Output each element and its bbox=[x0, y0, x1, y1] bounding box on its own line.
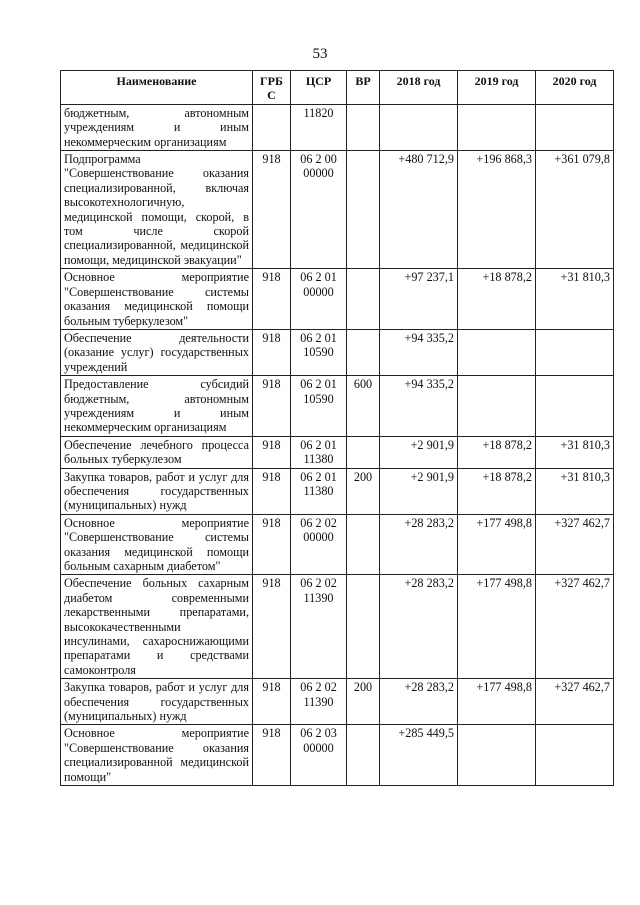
header-2018: 2018 год bbox=[380, 71, 458, 105]
cell-2018: +94 335,2 bbox=[380, 329, 458, 375]
table-row bbox=[61, 436, 614, 468]
cell-vr bbox=[347, 269, 380, 330]
cell-grbs: 918 bbox=[253, 329, 291, 375]
cell-2019 bbox=[458, 104, 536, 150]
cell-2019: +18 878,2 bbox=[458, 468, 536, 514]
cell-csr: 06 2 01 11380 bbox=[291, 468, 347, 514]
cell-2020: +327 462,7 bbox=[536, 514, 614, 575]
cell-2020: +31 810,3 bbox=[536, 436, 614, 468]
table-row bbox=[61, 468, 614, 514]
cell-2020 bbox=[536, 376, 614, 437]
cell-csr: 06 2 00 00000 bbox=[291, 151, 347, 269]
cell-2020: +361 079,8 bbox=[536, 151, 614, 269]
cell-grbs: 918 bbox=[253, 269, 291, 330]
cell-grbs: 918 bbox=[253, 725, 291, 786]
table-row bbox=[61, 725, 614, 786]
cell-2020: +327 462,7 bbox=[536, 575, 614, 679]
cell-csr: 06 2 02 11390 bbox=[291, 575, 347, 679]
cell-2019 bbox=[458, 329, 536, 375]
cell-vr bbox=[347, 514, 380, 575]
cell-2018: +97 237,1 bbox=[380, 269, 458, 330]
cell-name: Обеспечение деятельности (оказание услуг) государственных учреждений bbox=[61, 329, 253, 375]
cell-vr bbox=[347, 436, 380, 468]
cell-2018: +28 283,2 bbox=[380, 679, 458, 725]
table-row bbox=[61, 376, 614, 437]
cell-csr: 06 2 02 11390 bbox=[291, 679, 347, 725]
cell-grbs bbox=[253, 104, 291, 150]
cell-csr: 06 2 01 11380 bbox=[291, 436, 347, 468]
cell-2020 bbox=[536, 725, 614, 786]
header-grbs: ГРБ С bbox=[253, 71, 291, 105]
cell-2018: +28 283,2 bbox=[380, 575, 458, 679]
cell-grbs: 918 bbox=[253, 376, 291, 437]
cell-vr: 200 bbox=[347, 679, 380, 725]
cell-2019 bbox=[458, 376, 536, 437]
cell-2018: +28 283,2 bbox=[380, 514, 458, 575]
cell-2019: +177 498,8 bbox=[458, 514, 536, 575]
cell-2020 bbox=[536, 329, 614, 375]
cell-2018: +480 712,9 bbox=[380, 151, 458, 269]
cell-2018: +2 901,9 bbox=[380, 436, 458, 468]
cell-2019: +196 868,3 bbox=[458, 151, 536, 269]
table-header-row bbox=[61, 71, 614, 105]
cell-grbs: 918 bbox=[253, 514, 291, 575]
cell-2019 bbox=[458, 725, 536, 786]
cell-name: Основное мероприятие "Совершенствование оказания специализированной медицинской помощи" bbox=[61, 725, 253, 786]
cell-csr: 11820 bbox=[291, 104, 347, 150]
page-number: 53 bbox=[312, 46, 328, 62]
header-name: Наименование bbox=[61, 71, 253, 105]
cell-name: Обеспечение лечебного процесса больных туберкулезом bbox=[61, 436, 253, 468]
cell-vr bbox=[347, 104, 380, 150]
cell-2018: +285 449,5 bbox=[380, 725, 458, 786]
cell-2018: +2 901,9 bbox=[380, 468, 458, 514]
cell-name: Основное мероприятие "Совершенствование системы оказания медицинской помощи больным туберкулезом" bbox=[61, 269, 253, 330]
cell-grbs: 918 bbox=[253, 679, 291, 725]
header-2020: 2020 год bbox=[536, 71, 614, 105]
header-2019: 2019 год bbox=[458, 71, 536, 105]
cell-name: Закупка товаров, работ и услуг для обеспечения государственных (муниципальных) нужд bbox=[61, 679, 253, 725]
cell-2019: +177 498,8 bbox=[458, 575, 536, 679]
cell-2019: +18 878,2 bbox=[458, 269, 536, 330]
cell-csr: 06 2 03 00000 bbox=[291, 725, 347, 786]
cell-name: Подпрограмма "Совершенствование оказания специализированной, включая высокотехнологичную, медицинской помощи, скорой, в том числе скорой специализированной, медицинской помощи, медицинской эвакуации" bbox=[61, 151, 253, 269]
cell-vr bbox=[347, 329, 380, 375]
table-row bbox=[61, 269, 614, 330]
cell-name: Обеспечение больных сахарным диабетом современными лекарственными препаратами, высококачественными инсулинами, сахароснижающими препаратами и средствами самоконтроля bbox=[61, 575, 253, 679]
cell-csr: 06 2 02 00000 bbox=[291, 514, 347, 575]
cell-2020: +31 810,3 bbox=[536, 468, 614, 514]
table-row bbox=[61, 575, 614, 679]
table-row bbox=[61, 514, 614, 575]
cell-name: Закупка товаров, работ и услуг для обеспечения государственных (муниципальных) нужд bbox=[61, 468, 253, 514]
cell-vr bbox=[347, 725, 380, 786]
cell-2018 bbox=[380, 104, 458, 150]
cell-csr: 06 2 01 10590 bbox=[291, 329, 347, 375]
cell-2019: +18 878,2 bbox=[458, 436, 536, 468]
cell-2019: +177 498,8 bbox=[458, 679, 536, 725]
table-row bbox=[61, 329, 614, 375]
cell-grbs: 918 bbox=[253, 575, 291, 679]
cell-2020: +31 810,3 bbox=[536, 269, 614, 330]
cell-grbs: 918 bbox=[253, 151, 291, 269]
cell-name: бюджетным, автономным учреждениям и иным некоммерческим организациям bbox=[61, 104, 253, 150]
budget-table bbox=[60, 70, 614, 786]
cell-vr bbox=[347, 151, 380, 269]
cell-csr: 06 2 01 10590 bbox=[291, 376, 347, 437]
table-row bbox=[61, 151, 614, 269]
table-row bbox=[61, 104, 614, 150]
header-csr: ЦСР bbox=[291, 71, 347, 105]
cell-vr: 200 bbox=[347, 468, 380, 514]
cell-vr: 600 bbox=[347, 376, 380, 437]
header-vr: ВР bbox=[347, 71, 380, 105]
cell-name: Предоставление субсидий бюджетным, автономным учреждениям и иным некоммерческим организациям bbox=[61, 376, 253, 437]
cell-grbs: 918 bbox=[253, 468, 291, 514]
cell-name: Основное мероприятие "Совершенствование системы оказания медицинской помощи больным сахарным диабетом" bbox=[61, 514, 253, 575]
cell-2020: +327 462,7 bbox=[536, 679, 614, 725]
cell-vr bbox=[347, 575, 380, 679]
cell-csr: 06 2 01 00000 bbox=[291, 269, 347, 330]
cell-2020 bbox=[536, 104, 614, 150]
cell-grbs: 918 bbox=[253, 436, 291, 468]
table-row bbox=[61, 679, 614, 725]
cell-2018: +94 335,2 bbox=[380, 376, 458, 437]
